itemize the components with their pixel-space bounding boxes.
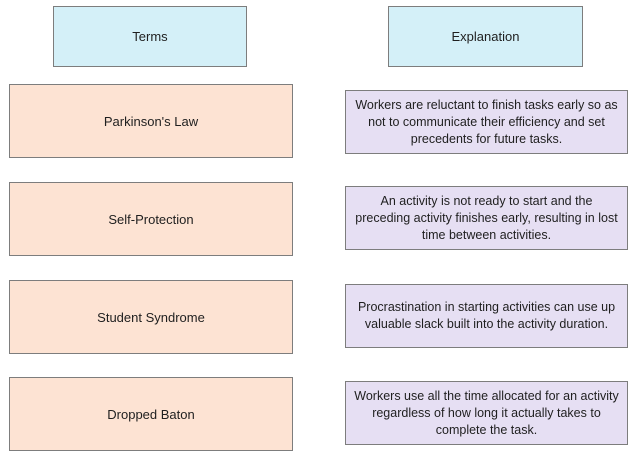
explanation-text: Workers are reluctant to finish tasks early so as not to communicate their efficiency and set precedents for future tasks. xyxy=(355,97,618,146)
explanation-box xyxy=(345,284,628,348)
term-box xyxy=(9,182,293,256)
terms-header-label: Terms xyxy=(132,29,168,44)
term-label: Parkinson's Law xyxy=(103,113,199,129)
explanation-text: Procrastination in starting activities can use up valuable slack built into the activity duration. xyxy=(357,300,616,331)
explanation-box xyxy=(345,381,628,445)
terms-header xyxy=(53,6,247,67)
term-label: Self-Protection xyxy=(108,211,194,227)
term-box xyxy=(9,84,293,158)
explanation-header xyxy=(388,6,583,67)
explanation-header-label: Explanation xyxy=(451,29,520,44)
explanation-box xyxy=(345,90,628,154)
term-label: Dropped Baton xyxy=(107,406,195,422)
term-box xyxy=(9,280,293,354)
term-box xyxy=(9,377,293,451)
explanation-text: Workers use all the time allocated for an activity regardless of how long it actually takes to complete the task. xyxy=(354,388,619,437)
term-label: Student Syndrome xyxy=(97,309,205,325)
explanation-box xyxy=(345,186,628,250)
explanation-text: An activity is not ready to start and the preceding activity finishes early, resulting in lost time between activities. xyxy=(355,193,618,242)
